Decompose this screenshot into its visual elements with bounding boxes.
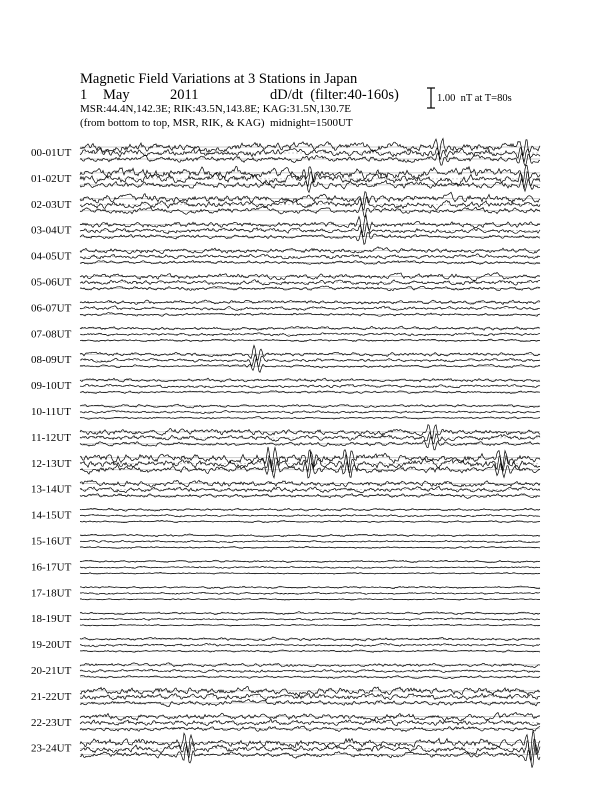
hour-row <box>31 300 540 316</box>
hour-label: 01-02UT <box>31 172 72 185</box>
hour-row <box>31 165 540 192</box>
trace-kag <box>80 586 540 589</box>
hour-label: 16-17UT <box>31 561 72 574</box>
trace-kag <box>80 612 540 615</box>
quantity-filter: dD/dt (filter:40-160s) <box>270 87 399 103</box>
hour-rows <box>31 139 540 768</box>
hour-row <box>31 345 540 372</box>
hour-row <box>31 534 540 548</box>
hour-row <box>31 637 540 652</box>
hour-label: 17-18UT <box>31 587 72 600</box>
hour-label: 18-19UT <box>31 613 72 626</box>
hour-row <box>31 687 540 707</box>
date-day: 1 <box>80 87 88 103</box>
hour-row <box>31 247 540 265</box>
hour-label: 21-22UT <box>31 690 72 703</box>
hour-row <box>31 663 540 679</box>
trace-rik <box>80 719 540 726</box>
trace-rik <box>80 254 540 259</box>
station-coordinates: MSR:44.4N,142.3E; RIK:43.5N,143.8E; KAG:31.5N,130.7E <box>80 103 352 115</box>
trace-msr <box>80 231 540 244</box>
hour-row <box>31 326 540 341</box>
hour-label: 10-11UT <box>31 406 71 418</box>
trace-msr <box>80 179 540 192</box>
trace-kag <box>80 534 540 537</box>
date-month: May <box>103 87 130 103</box>
hour-label: 23-24UT <box>31 742 72 755</box>
hour-label: 20-21UT <box>31 665 72 677</box>
trace-kag <box>80 345 540 360</box>
trace-msr <box>80 520 540 522</box>
trace-rik <box>80 643 540 647</box>
trace-msr <box>80 598 540 600</box>
chart-title: Magnetic Field Variations at 3 Stations in Japan <box>80 71 358 87</box>
hour-row <box>31 612 540 627</box>
hour-label: 05-06UT <box>31 276 72 289</box>
trace-rik <box>80 515 540 518</box>
trace-rik <box>80 306 540 311</box>
hour-label: 07-08UT <box>31 328 72 341</box>
hour-row <box>31 713 540 732</box>
hour-label: 08-09UT <box>31 354 72 367</box>
hour-label: 11-12UT <box>31 431 71 444</box>
scale-bar-label: 1.00 nT at T=80s <box>437 93 512 104</box>
trace-rik <box>80 567 540 569</box>
hour-row <box>31 425 540 450</box>
hour-label: 09-10UT <box>31 380 72 393</box>
hour-label: 15-16UT <box>31 535 72 548</box>
station-order-note: (from bottom to top, MSR, RIK, & KAG) midnight=1500UT <box>80 117 353 129</box>
trace-rik <box>80 739 540 761</box>
hour-label: 19-20UT <box>31 639 72 652</box>
trace-rik <box>80 592 540 594</box>
hour-label: 13-14UT <box>31 483 72 496</box>
hour-row <box>31 192 540 218</box>
scale-bar <box>427 88 435 108</box>
hour-label: 06-07UT <box>31 302 72 315</box>
hour-label: 22-23UT <box>31 716 72 729</box>
hour-row <box>31 272 540 290</box>
hour-row <box>31 508 540 522</box>
hour-row <box>31 586 540 600</box>
hour-row <box>31 378 540 393</box>
trace-kag <box>80 247 540 254</box>
hour-row <box>31 731 540 768</box>
trace-rik <box>80 172 540 190</box>
hour-label: 02-03UT <box>31 198 72 211</box>
hour-row <box>31 560 540 574</box>
hour-label: 12-13UT <box>31 457 72 470</box>
hour-row <box>31 139 540 166</box>
hour-label: 04-05UT <box>31 250 72 263</box>
hour-row <box>31 215 540 244</box>
hour-label: 03-04UT <box>31 224 72 237</box>
trace-msr <box>80 153 540 165</box>
hour-label: 00-01UT <box>31 147 72 159</box>
hour-row <box>31 447 540 478</box>
hour-label: 14-15UT <box>31 509 72 522</box>
date-year: 2011 <box>170 87 199 103</box>
trace-msr <box>80 624 540 626</box>
hour-row <box>31 480 540 498</box>
trace-msr <box>80 359 540 372</box>
trace-kag <box>80 687 540 697</box>
hour-row <box>31 404 540 419</box>
